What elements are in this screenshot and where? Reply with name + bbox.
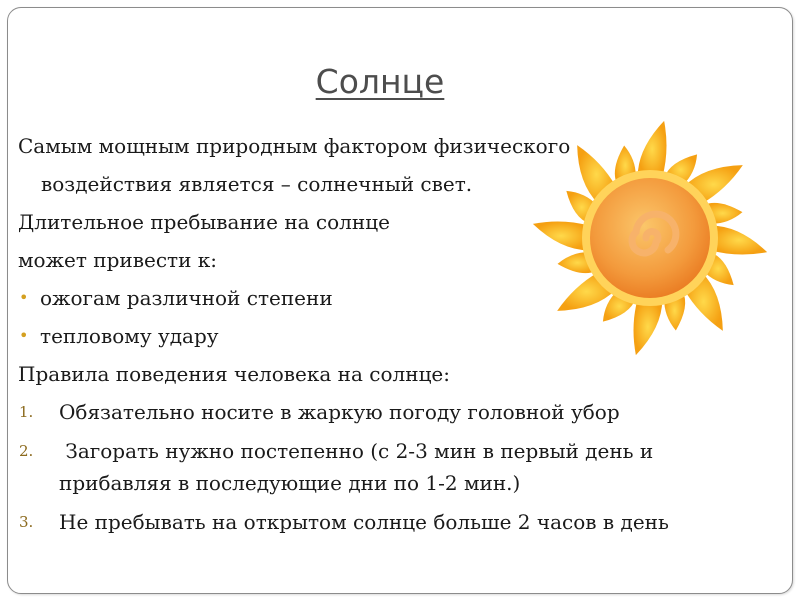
rule-number: 2. [19,442,34,460]
slide-body [18,127,778,541]
rule-text: Не пребывать на открытом солнце больше 2 часов в день [59,510,669,534]
bullet-item: • ожогам различной степени [18,279,778,317]
rule-text: прибавляя в последующие дни по 1-2 мин.) [59,471,521,495]
rule-number: 1. [19,403,34,421]
bullet-item: • тепловому удару [18,317,778,355]
page-title: Солнце [315,62,445,101]
rule-text: Загорать нужно постепенно (с 2-3 мин в первый день и [59,439,654,463]
rule-text: Обязательно носите в жаркую погоду головной убор [59,400,620,424]
rule-item [18,503,778,541]
paragraph-line-2: может привести к: [18,248,218,272]
intro-line-1: Самым мощным природным фактором физического [18,134,571,158]
paragraph-line-1: Длительное пребывание на солнце [18,210,390,234]
rule-number: 3. [19,513,34,531]
rule-item [18,393,778,431]
rule-item [18,435,778,499]
intro-line-2: воздействия является – солнечный свет. [41,172,473,196]
rules-heading: Правила поведения человека на солнце: [18,362,451,386]
